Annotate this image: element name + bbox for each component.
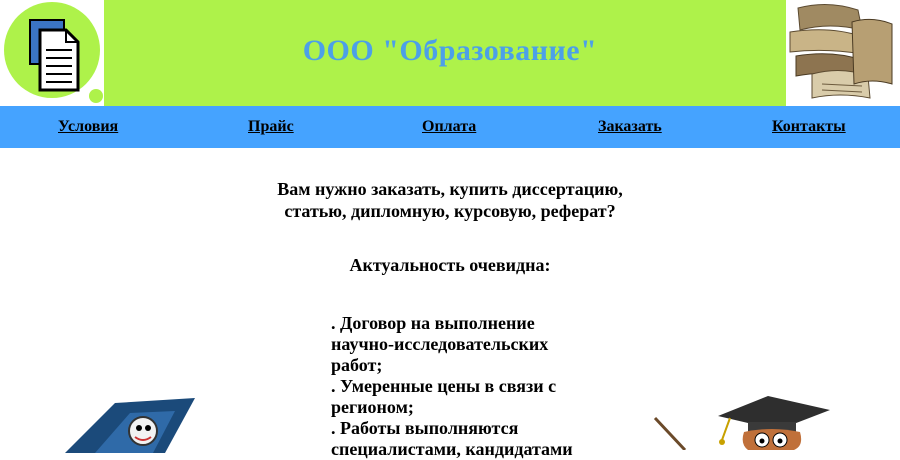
relevance-heading: Актуальность очевидна: bbox=[349, 255, 551, 275]
main-nav bbox=[0, 106, 900, 148]
list-item: . Работы выполняются специалистами, кандидатами bbox=[331, 418, 573, 459]
benefits-list bbox=[331, 313, 581, 460]
nav-link-payment[interactable]: Оплата bbox=[422, 118, 477, 135]
intro-heading bbox=[0, 178, 900, 222]
main-content bbox=[0, 148, 900, 459]
list-item: . Договор на выполнение научно-исследовательских работ; bbox=[331, 313, 549, 375]
graduate-character-icon bbox=[650, 388, 850, 450]
intro-line-1: Вам нужно заказать, купить диссертацию, bbox=[277, 179, 623, 199]
intro-line-2: статью, дипломную, курсовую, реферат? bbox=[284, 201, 616, 221]
nav-link-contacts[interactable]: Контакты bbox=[772, 118, 846, 135]
nav-link-conditions[interactable]: Условия bbox=[58, 118, 119, 135]
book-illustration-icon bbox=[55, 393, 245, 453]
old-books-icon bbox=[782, 0, 900, 106]
nav-link-prices[interactable]: Прайс bbox=[248, 118, 294, 135]
list-item: . Умеренные цены в связи с регионом; bbox=[331, 376, 557, 417]
nav-link-order[interactable]: Заказать bbox=[598, 118, 662, 135]
site-title: ООО "Образование" bbox=[302, 34, 598, 67]
site-header bbox=[0, 0, 900, 106]
